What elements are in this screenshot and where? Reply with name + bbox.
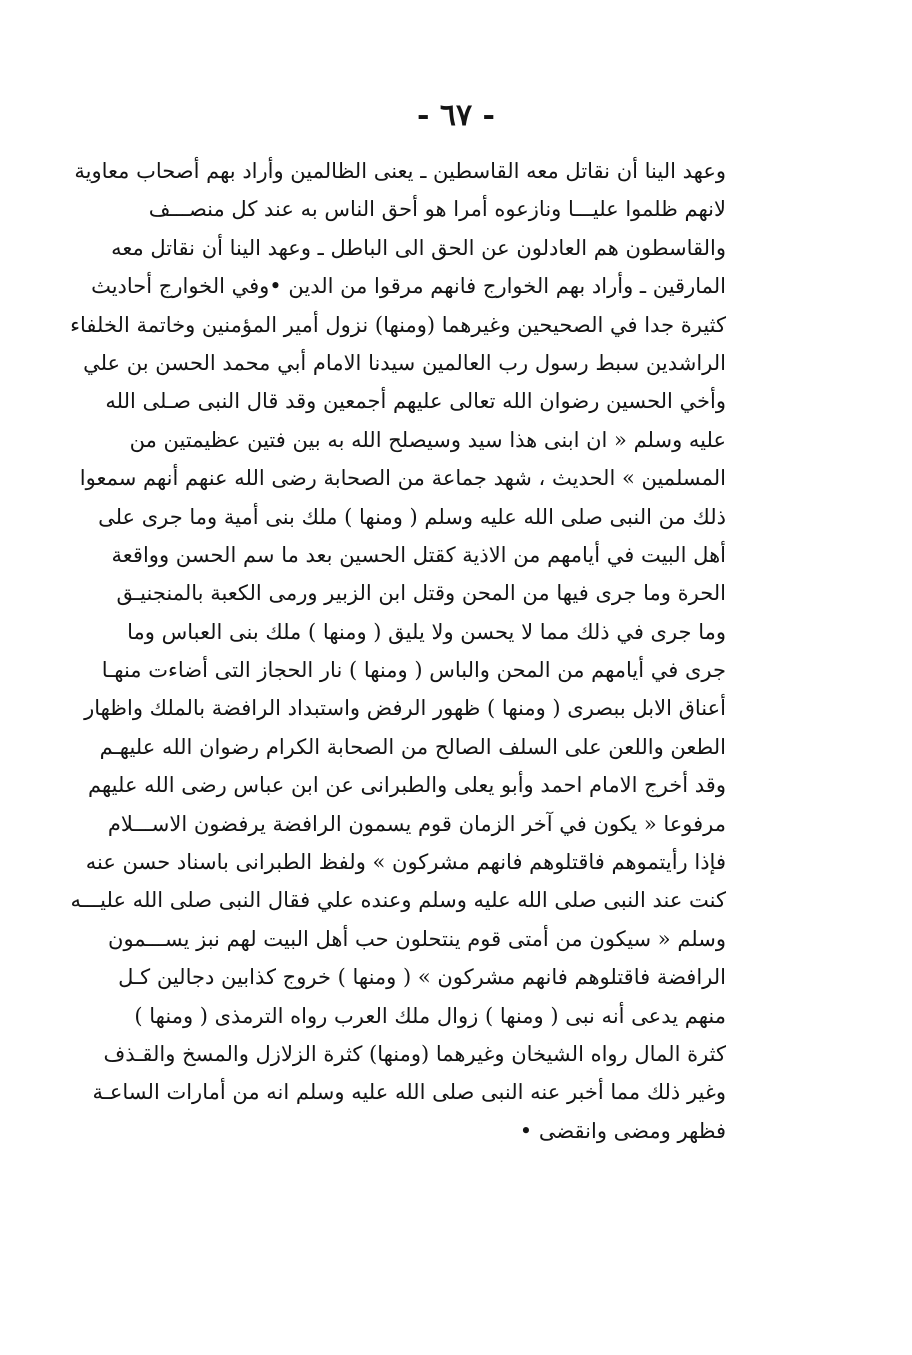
text-line: لانهم ظلموا عليـــا ونازعوه أمرا هو أحق الناس به عند كل منصـــف	[148, 197, 726, 222]
text-line: ذلك من النبى صلى الله عليه وسلم ( ومنها ) ملك بنى أمية وما جرى على	[98, 504, 726, 529]
text-line: وعهد الينا أن نقاتل معه القاسطين ـ يعنى الظالمين وأراد بهم أصحاب معاوية	[74, 159, 726, 183]
text-line: الحرة وما جرى فيها من المحن وقتل ابن الزبير ورمى الكعبة بالمنجنيـق	[116, 581, 726, 606]
text-line: وقد أخرج الامام احمد وأبو يعلى والطبرانى عن ابن عباس رضى الله عليهم	[88, 773, 726, 798]
text-line: وغير ذلك مما أخبر عنه النبى صلى الله عليه وسلم انه من أمارات الساعـة	[92, 1080, 726, 1105]
body-text	[70, 152, 726, 1150]
text-line: الراشدين سبط رسول رب العالمين سيدنا الامام أبي محمد الحسن بن علي	[83, 350, 726, 375]
text-line: فإذا رأيتموهم فاقتلوهم فانهم مشركون » ولفظ الطبرانى باسناد حسن عنه	[85, 850, 726, 875]
text-line: كنت عند النبى صلى الله عليه وسلم وعنده علي فقال النبى صلى الله عليـــه	[70, 888, 726, 913]
text-line: وما جرى في ذلك مما لا يحسن ولا يليق ( ومنها ) ملك بنى العباس وما	[127, 619, 726, 644]
text-line: مرفوعا « يكون في آخر الزمان قوم يسمون الرافضة يرفضون الاســـلام	[107, 811, 726, 836]
text-line: وسلم « سيكون من أمتى قوم ينتحلون حب أهل البيت لهم نبز يســـمون	[108, 926, 726, 951]
text-line: والقاسطون هم العادلون عن الحق الى الباطل ـ وعهد الينا أن نقاتل معه	[111, 235, 726, 260]
text-line: الرافضة فاقتلوهم فانهم مشركون » ( ومنها ) خروج كذابين دجالين كـل	[118, 965, 726, 990]
text-line: عليه وسلم « ان ابنى هذا سيد وسيصلح الله به بين فتين عظيمتين من	[129, 427, 726, 452]
text-line: المارقين ـ وأراد بهم الخوارج فانهم مرقوا من الدين •وفي الخوارج أحاديث	[91, 274, 726, 299]
text-line: جرى في أيامهم من المحن والباس ( ومنها ) نار الحجاز التى أضاءت منهـا	[101, 658, 726, 683]
text-line: المسلمين » الحديث ، شهد جماعة من الصحابة رضى الله عنهم أنهم سمعوا	[79, 466, 726, 491]
text-line: كثيرة جدا في الصحيحين وغيرهما (ومنها) نزول أمير المؤمنين وخاتمة الخلفاء	[70, 312, 726, 337]
text-line: أعناق الابل ببصرى ( ومنها ) ظهور الرفض واستبداد الرافضة بالملك واظهار	[84, 696, 726, 721]
text-line: منهم يدعى أنه نبى ( ومنها ) زوال ملك العرب رواه الترمذى ( ومنها )	[134, 1003, 726, 1028]
text-line: الطعن واللعن على السلف الصالح من الصحابة الكرام رضوان الله عليهـم	[99, 734, 726, 759]
text-line: كثرة المال رواه الشيخان وغيرهما (ومنها) كثرة الزلازل والمسخ والقـذف	[103, 1041, 726, 1066]
page-number: - ٦٧ -	[416, 98, 496, 133]
text-line: فظهر ومضى وانقضى •	[519, 1118, 726, 1143]
text-line: أهل البيت في أيامهم من الاذية كقتل الحسين بعد ما سم الحسن وواقعة	[111, 542, 726, 567]
text-line: وأخي الحسين رضوان الله تعالى عليهم أجمعين وقد قال النبى صـلى الله	[105, 389, 726, 414]
